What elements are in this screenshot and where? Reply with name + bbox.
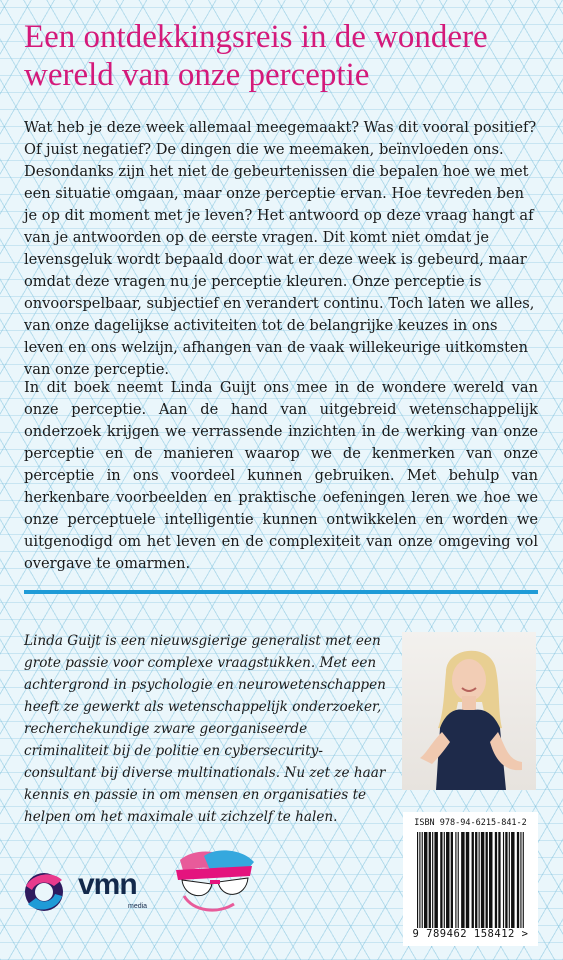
barcode-bar	[475, 832, 477, 928]
barcode-bar	[419, 832, 420, 928]
barcode-bar	[520, 832, 521, 928]
barcode-bar	[424, 832, 427, 928]
barcode-bar	[458, 832, 459, 928]
barcode-bars	[417, 832, 525, 928]
barcode-bar	[472, 832, 474, 928]
blurb-paragraph-2: In dit boek neemt Linda Guijt ons mee in de wondere wereld van onze perceptie. Aan de hand van uitgebreid wetenschappelijk onderzoek krijgen we verrassende inzichten in de werking van onze perceptie en de manieren waarop we de kenmerken van onze perceptie in ons voordeel kunnen gebruiken. Met behulp van herkenbare voorbeelden en praktische oefeningen leren we hoe we onze perceptuele intelligentie kunnen ontwikkelen en worden we uitgenodigd om het leven en de complexiteit van onze omgeving vol overgave te omarmen.	[24, 379, 538, 572]
barcode-bar	[417, 832, 418, 928]
barcode-bar	[489, 832, 492, 928]
barcode-bar	[446, 832, 449, 928]
barcode-bar	[455, 832, 456, 928]
blurb-paragraph-1: Wat heb je deze week allemaal meegemaakt? Was dit vooral positief? Of juist negatief? De dingen die we meemaken, beïnvloeden ons. Desondanks zijn het niet de gebeurtenissen die bepalen hoe we met een situatie omgaan, maar onze perceptie ervan. Hoe tevreden ben je op dit moment met je leven? Het antwoord op deze vraag hangt af van je antwoorden op de eerste vragen. Dit komt niet omdat je levensgeluk wordt bepaald door wat er deze week is gebeurd, maar omdat deze vragen nu je perceptie kleuren. Onze perceptie is onvoorspelbaar, subjectief en verandert continu. Toch laten we alles, van onze dagelijkse activiteiten tot de belangrijke keuzes in ons leven en ons welzijn, afhangen van de vaak willekeurige uitkomsten van onze perceptie.	[24, 119, 537, 378]
barcode-bar	[503, 832, 504, 928]
title-line-2: wereld van onze perceptie	[24, 57, 370, 93]
imprint-glasses-logo-icon	[174, 846, 256, 918]
publisher-sub: media	[128, 903, 148, 910]
barcode-bar	[486, 832, 488, 928]
divider-rule	[24, 590, 538, 594]
title-line-1: Een ontdekkingsreis in de wondere	[24, 19, 488, 55]
barcode-bar	[498, 832, 500, 928]
barcode-bar	[466, 832, 469, 928]
book-title	[24, 18, 544, 94]
author-photo	[402, 632, 536, 790]
barcode-bar	[429, 832, 431, 928]
barcode-bar	[517, 832, 519, 928]
author-bio: Linda Guijt is een nieuwsgierige generalist met een grote passie voor complexe vraagstukken. Met een achtergrond in psychologie en neurowetenschappen heeft ze gewerkt als wetenschappelijk onderzoeker, recherchekundige zware georganiseerde criminaliteit bij de politie en cybersecurity-consultant bij diverse multinationals. Nu zet ze haar kennis en passie in om mensen en organisaties te helpen om het maximale uit zichzelf te halen.	[24, 633, 386, 825]
publisher-name: vmn	[78, 868, 137, 901]
vmn-logo-icon	[22, 868, 78, 916]
barcode-bar	[461, 832, 464, 928]
isbn-digits: 9 789462 158412 >	[412, 928, 529, 940]
barcode-bar	[481, 832, 484, 928]
barcode-bar	[434, 832, 437, 928]
barcode-bar	[511, 832, 514, 928]
barcode-bar	[479, 832, 480, 928]
isbn-barcode	[403, 812, 538, 946]
barcode-bar	[432, 832, 433, 928]
barcode-bar	[495, 832, 497, 928]
author-portrait-icon	[402, 632, 536, 790]
barcode-bar	[523, 832, 524, 928]
isbn-label: ISBN 978-94-6215-841-2	[414, 818, 527, 828]
barcode-bar	[422, 832, 423, 928]
barcode-bar	[440, 832, 442, 928]
barcode-bar	[509, 832, 510, 928]
barcode-bar	[444, 832, 445, 928]
barcode-bar	[451, 832, 453, 928]
barcode-bar	[505, 832, 507, 928]
